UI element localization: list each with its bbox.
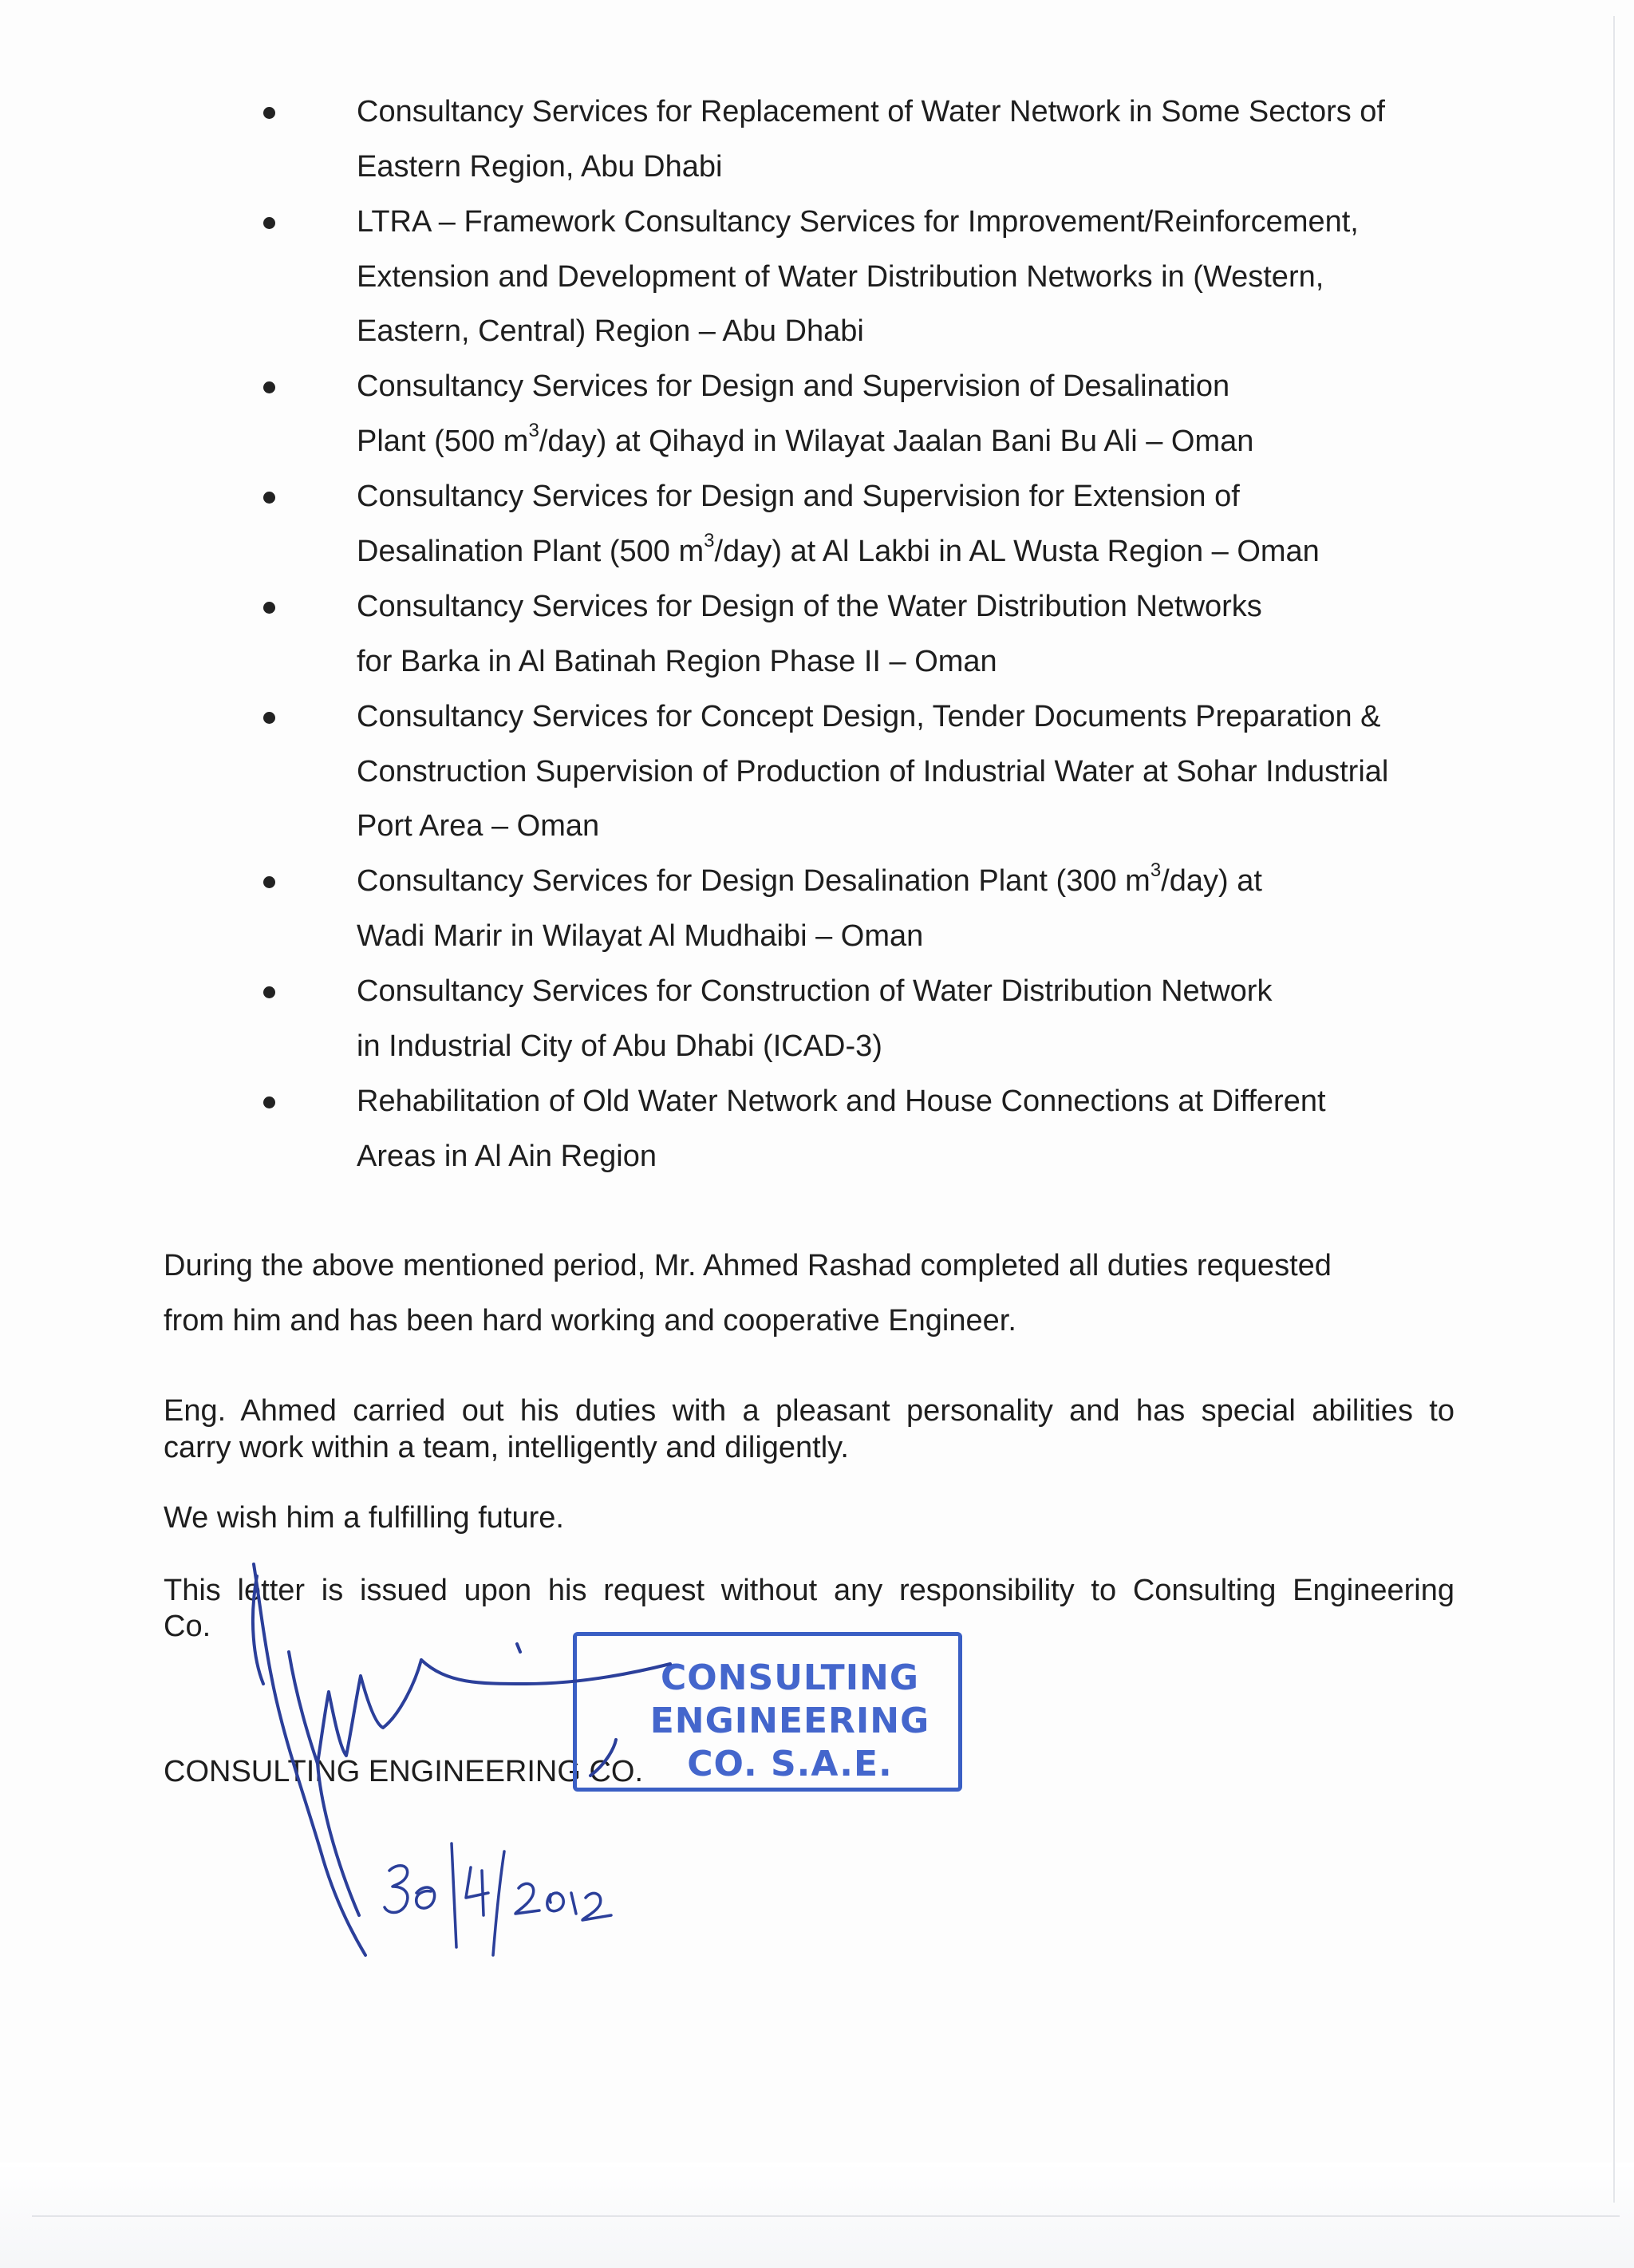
- list-item-line: Areas in Al Ain Region: [357, 1140, 657, 1173]
- stamp-line-1: CONSULTING: [660, 1658, 919, 1698]
- list-item-line: Desalination Plant (500 $m^3/day$) at Al Lakbi in AL Wusta Region – Oman: [357, 530, 1320, 568]
- bullet-dot: [263, 107, 275, 119]
- list-item-line: Construction Supervision of Production of Industrial Water at Sohar Industrial: [357, 755, 1389, 788]
- list-item-line: Eastern Region, Abu Dhabi: [357, 150, 723, 184]
- paragraph-personality-line-1: Eng. Ahmed carried out his duties with a pleasant personality and has special abilities to: [164, 1394, 1454, 1428]
- stamp-line-3: CO. S.A.E.: [687, 1744, 893, 1784]
- list-item-line: Consultancy Services for Construction of Water Distribution Network: [357, 974, 1273, 1008]
- list-item-line: Consultancy Services for Design of the Water Distribution Networks: [357, 590, 1262, 623]
- scan-edge-right: [1613, 16, 1615, 2203]
- list-item-line: Wadi Marir in Wilayat Al Mudhaibi – Oman: [357, 919, 924, 953]
- list-item-line: Port Area – Oman: [357, 809, 600, 843]
- list-item-line: Consultancy Services for Design and Supervision for Extension of: [357, 480, 1240, 513]
- bullet-dot: [263, 876, 275, 888]
- list-item-line: Eastern, Central) Region – Abu Dhabi: [357, 314, 864, 348]
- bullet-dot: [263, 1096, 275, 1108]
- bullet-dot: [263, 381, 275, 393]
- bullet-dot: [263, 217, 275, 229]
- paragraph-disclaimer-line-1: This letter is issued upon his request without any responsibility to Consulting Engineering: [164, 1574, 1454, 1607]
- list-item-line: Extension and Development of Water Distribution Networks in (Western,: [357, 260, 1324, 294]
- list-item-line: in Industrial City of Abu Dhabi (ICAD-3): [357, 1029, 882, 1063]
- stamp-line-2: ENGINEERING: [649, 1701, 930, 1741]
- list-item-line: Consultancy Services for Replacement of Water Network in Some Sectors of: [357, 95, 1385, 128]
- bullet-dot: [263, 986, 275, 998]
- bullet-dot: [263, 492, 275, 504]
- paragraph-disclaimer-line-2: Co.: [164, 1610, 211, 1643]
- list-item-line: Consultancy Services for Design Desalination Plant (300 $m^3/day$) at: [357, 859, 1262, 898]
- paragraph-personality-line-2: carry work within a team, intelligently and diligently.: [164, 1431, 849, 1464]
- paragraph-performance-line-2: from him and has been hard working and cooperative Engineer.: [164, 1304, 1016, 1337]
- list-item-line: Consultancy Services for Concept Design, Tender Documents Preparation &: [357, 700, 1381, 733]
- list-item-line: LTRA – Framework Consultancy Services for Improvement/Reinforcement,: [357, 205, 1359, 239]
- list-item-line: Rehabilitation of Old Water Network and House Connections at Different: [357, 1085, 1326, 1118]
- list-item-line: Consultancy Services for Design and Supervision of Desalination: [357, 369, 1230, 403]
- paragraph-performance-line-1: During the above mentioned period, Mr. Ahmed Rashad completed all duties requested: [164, 1249, 1332, 1282]
- list-item-line: Plant (500 $m^3/day$) at Qihayd in Wilayat Jaalan Bani Bu Ali – Oman: [357, 420, 1254, 458]
- scan-edge-bottom: [32, 2215, 1620, 2217]
- paragraph-wishes: We wish him a fulfilling future.: [164, 1501, 564, 1535]
- company-name: CONSULTING ENGINEERING CO.: [164, 1755, 644, 1788]
- bullet-dot: [263, 602, 275, 614]
- company-stamp: [573, 1632, 962, 1792]
- list-item-line: for Barka in Al Batinah Region Phase II – Oman: [357, 645, 997, 678]
- bullet-dot: [263, 712, 275, 724]
